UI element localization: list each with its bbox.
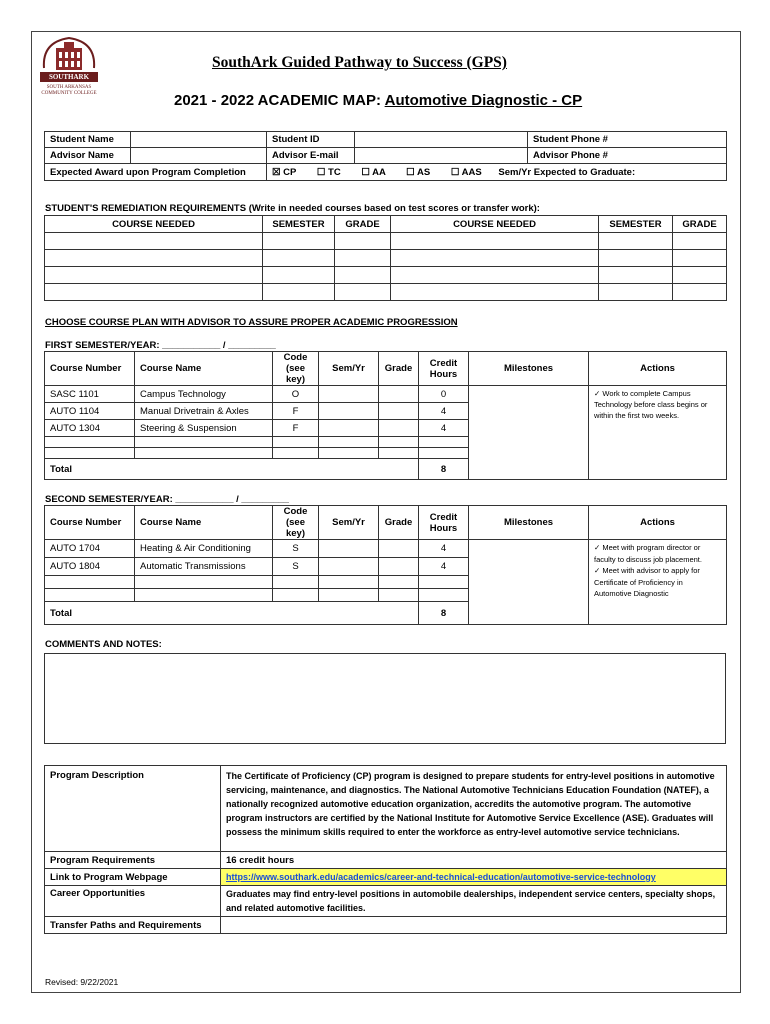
- column-header: Credit Hours: [419, 506, 469, 540]
- actions-cell: [589, 540, 727, 625]
- remediation-table: [44, 215, 727, 301]
- remediation-row: [45, 233, 727, 250]
- total-credits: 8: [419, 602, 469, 625]
- column-header: Milestones: [469, 352, 589, 386]
- action-item: ✓ Meet with advisor to apply for Certificate of Proficiency in Automotive Diagnostic: [594, 566, 700, 598]
- checkbox-icon: ☐: [361, 166, 370, 178]
- student-phone-label: Student Phone #: [528, 132, 727, 148]
- course-code: S: [273, 558, 319, 576]
- course-name: Steering & Suspension: [135, 420, 273, 437]
- course-name: Heating & Air Conditioning: [135, 540, 273, 558]
- award-option-aas[interactable]: ☐ AAS: [450, 166, 482, 178]
- program-name: Automotive Diagnostic - CP: [384, 92, 583, 109]
- revised-date: Revised: 9/22/2021: [45, 977, 119, 987]
- column-header: Milestones: [469, 506, 589, 540]
- credit-hours: 4: [419, 420, 469, 437]
- checkbox-icon: ☐: [316, 166, 326, 178]
- remediation-header: SEMESTER: [263, 216, 335, 233]
- course-number: AUTO 1804: [45, 558, 135, 576]
- column-header: Code (see key): [273, 352, 319, 386]
- first-semester-label: FIRST SEMESTER/YEAR: ___________ / _________: [45, 340, 276, 351]
- academic-map-prefix: 2021 - 2022 ACADEMIC MAP:: [174, 92, 385, 109]
- graduation-label: Sem/Yr Expected to Graduate:: [498, 166, 636, 178]
- column-header: Credit Hours: [419, 352, 469, 386]
- course-number: AUTO 1104: [45, 403, 135, 420]
- logo-subtitle: SOUTH ARKANSAS COMMUNITY COLLEGE: [41, 85, 97, 96]
- course-name: Campus Technology: [135, 386, 273, 403]
- checkmark-icon: ✓: [594, 543, 603, 552]
- expected-award-label: Expected Award upon Program Completion: [45, 164, 267, 181]
- credit-hours: 4: [419, 540, 469, 558]
- logo-name: SOUTHARK: [48, 73, 90, 81]
- column-header: Grade: [379, 506, 419, 540]
- advisor-name-label: Advisor Name: [45, 148, 131, 164]
- sem-yr-field[interactable]: [319, 386, 379, 403]
- grade-field[interactable]: [379, 403, 419, 420]
- grade-field[interactable]: [379, 558, 419, 576]
- transfer-paths-field[interactable]: [221, 917, 727, 934]
- checkmark-icon: ✓: [594, 389, 603, 398]
- column-header: Code (see key): [273, 506, 319, 540]
- milestones-cell[interactable]: [469, 386, 589, 480]
- credit-hours: 4: [419, 403, 469, 420]
- course-row: [45, 386, 727, 403]
- sem-yr-field[interactable]: [319, 403, 379, 420]
- course-code: F: [273, 403, 319, 420]
- column-header: Grade: [379, 352, 419, 386]
- transfer-paths-label: Transfer Paths and Requirements: [45, 917, 221, 934]
- academic-map-title: [174, 92, 582, 109]
- grade-field[interactable]: [379, 540, 419, 558]
- program-requirements-label: Program Requirements: [45, 852, 221, 869]
- program-description: The Certificate of Proficiency (CP) program is designed to prepare students for entry-level positions in automotive servicing, maintenance, and diagnostics. The National Automotive Technicians Education Foundation (NATEF), a nationally recognized automotive education organization, accredits the automotive program. The automotive program instructors are certified by the National Institute for Automotive Service Excellence (ASE). Graduates will possess the minimum skills required to enter the workforce as entry-level automotive service technicians.: [221, 766, 727, 852]
- milestones-cell[interactable]: [469, 540, 589, 625]
- program-description-label: Program Description: [45, 766, 221, 852]
- advisor-email-label: Advisor E-mail: [267, 148, 355, 164]
- comments-box[interactable]: [44, 653, 726, 744]
- action-item: ✓ Work to complete Campus Technology before class begins or within the first two weeks.: [594, 389, 708, 420]
- remediation-header: SEMESTER: [599, 216, 673, 233]
- award-option-tc[interactable]: ☐ TC: [316, 166, 341, 178]
- action-item: ✓ Meet with program director or faculty to discuss job placement.: [594, 543, 702, 564]
- course-number: AUTO 1304: [45, 420, 135, 437]
- advisor-phone-label: Advisor Phone #: [528, 148, 727, 164]
- remediation-row: [45, 250, 727, 267]
- remediation-title: STUDENT'S REMEDIATION REQUIREMENTS (Write in needed courses based on test scores or transfer work):: [45, 203, 540, 214]
- student-id-label: Student ID: [267, 132, 355, 148]
- total-label: Total: [45, 602, 419, 625]
- sem-yr-field[interactable]: [319, 420, 379, 437]
- column-header: Course Name: [135, 352, 273, 386]
- award-option-aa[interactable]: ☐ AA: [361, 166, 386, 178]
- checkbox-icon: ☐: [406, 166, 415, 178]
- student-name-label: Student Name: [45, 132, 131, 148]
- course-code: O: [273, 386, 319, 403]
- course-code: S: [273, 540, 319, 558]
- remediation-row: [45, 284, 727, 301]
- remediation-header: COURSE NEEDED: [45, 216, 263, 233]
- second-semester-table: [44, 505, 727, 625]
- column-header: Sem/Yr: [319, 352, 379, 386]
- comments-label: COMMENTS AND NOTES:: [45, 639, 162, 650]
- column-header: Sem/Yr: [319, 506, 379, 540]
- award-option-as[interactable]: ☐ AS: [406, 166, 431, 178]
- student-id-field[interactable]: [355, 132, 528, 148]
- grade-field[interactable]: [379, 386, 419, 403]
- course-row: [45, 540, 727, 558]
- total-label: Total: [45, 459, 419, 480]
- award-option-cp[interactable]: ☒ CP: [272, 166, 297, 178]
- sem-yr-field[interactable]: [319, 558, 379, 576]
- sem-yr-field[interactable]: [319, 540, 379, 558]
- student-info-table: [44, 131, 727, 181]
- checkbox-icon: ☐: [450, 166, 460, 178]
- credit-hours: 4: [419, 558, 469, 576]
- document-page: [31, 31, 741, 993]
- checkmark-icon: ✓: [594, 566, 603, 575]
- column-header: Course Name: [135, 506, 273, 540]
- second-semester-label: SECOND SEMESTER/YEAR: ___________ / _________: [45, 494, 289, 505]
- program-webpage-link[interactable]: https://www.southark.edu/academics/career-and-technical-education/automotive-service-technology: [221, 869, 727, 886]
- award-options: [267, 164, 727, 181]
- actions-cell: [589, 386, 727, 480]
- remediation-row: [45, 267, 727, 284]
- grade-field[interactable]: [379, 420, 419, 437]
- course-number: SASC 1101: [45, 386, 135, 403]
- remediation-header: GRADE: [335, 216, 391, 233]
- student-name-field[interactable]: [131, 132, 267, 148]
- college-logo: [36, 34, 102, 102]
- credit-hours: 0: [419, 386, 469, 403]
- course-plan-heading: CHOOSE COURSE PLAN WITH ADVISOR TO ASSURE PROPER ACADEMIC PROGRESSION: [45, 317, 458, 328]
- column-header: Course Number: [45, 352, 135, 386]
- course-name: Manual Drivetrain & Axles: [135, 403, 273, 420]
- checked-box-icon: ☒: [272, 166, 281, 178]
- remediation-header: COURSE NEEDED: [391, 216, 599, 233]
- career-opportunities-label: Career Opportunities: [45, 886, 221, 917]
- program-requirements: 16 credit hours: [221, 852, 727, 869]
- first-semester-table: [44, 351, 727, 480]
- column-header: Actions: [589, 506, 727, 540]
- career-opportunities: Graduates may find entry-level positions in automobile dealerships, independent service centers, specialty shops, and related automotive facilities.: [221, 886, 727, 917]
- advisor-email-field[interactable]: [355, 148, 528, 164]
- total-credits: 8: [419, 459, 469, 480]
- column-header: Course Number: [45, 506, 135, 540]
- page-title: SouthArk Guided Pathway to Success (GPS): [212, 54, 507, 71]
- column-header: Actions: [589, 352, 727, 386]
- advisor-name-field[interactable]: [131, 148, 267, 164]
- program-info-table: [44, 765, 727, 934]
- course-code: F: [273, 420, 319, 437]
- remediation-header: GRADE: [673, 216, 727, 233]
- course-number: AUTO 1704: [45, 540, 135, 558]
- course-name: Automatic Transmissions: [135, 558, 273, 576]
- program-webpage-label: Link to Program Webpage: [45, 869, 221, 886]
